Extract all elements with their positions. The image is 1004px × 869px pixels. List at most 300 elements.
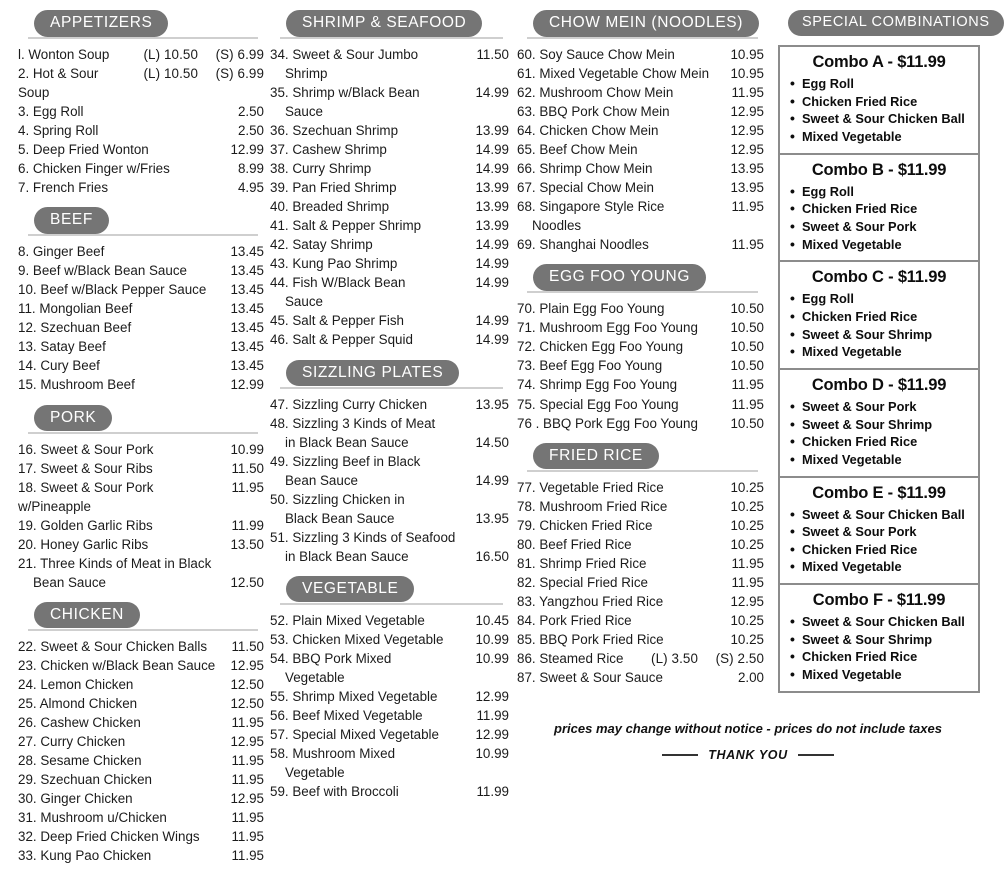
menu-item-name xyxy=(18,45,126,64)
menu-item-price xyxy=(475,159,509,178)
menu-item xyxy=(18,770,264,789)
section-header-pork xyxy=(18,405,264,435)
menu-item-label: 59. Beef with Broccoli xyxy=(270,784,399,800)
menu-item xyxy=(517,535,764,554)
menu-item-price xyxy=(475,687,509,706)
menu-item-price xyxy=(738,668,764,687)
menu-item-price xyxy=(231,770,264,789)
section-title-beef: BEEF xyxy=(34,207,109,234)
menu-item-price xyxy=(231,751,264,770)
section-title-vegetable: VEGETABLE xyxy=(286,576,414,603)
combo-item: • Sweet & Sour Pork xyxy=(788,523,970,541)
menu-item-price xyxy=(730,178,764,197)
price-value: 12.95 xyxy=(730,593,764,609)
menu-item-price xyxy=(475,254,509,273)
menu-item-label: 24. Lemon Chicken xyxy=(18,676,134,692)
menu-item xyxy=(270,782,509,801)
menu-item-price xyxy=(238,121,264,140)
menu-item-label: 36. Szechuan Shrimp xyxy=(270,123,399,139)
menu-item xyxy=(270,273,509,311)
section-items-appetizers xyxy=(18,45,264,197)
menu-item-label: 32. Deep Fried Chicken Wings xyxy=(18,829,200,845)
menu-item-label: 76 . BBQ Pork Egg Foo Young xyxy=(517,415,698,431)
combo-item: • Sweet & Sour Chicken Ball xyxy=(788,110,970,128)
menu-item-label-continued: Sauce xyxy=(285,104,323,120)
menu-item-name xyxy=(18,440,224,459)
menu-item-label: 2. Hot & Sour Soup xyxy=(18,66,99,101)
menu-item xyxy=(18,356,264,375)
price-value: 12.99 xyxy=(475,688,509,704)
menu-item-name xyxy=(270,452,469,490)
menu-item xyxy=(517,497,764,516)
price-value: 11.50 xyxy=(231,460,264,476)
menu-item-price xyxy=(730,414,764,433)
menu-item-price xyxy=(230,535,264,554)
menu-item-label: 78. Mushroom Fried Rice xyxy=(517,498,668,514)
price-value: 10.50 xyxy=(730,301,764,317)
price-value: 13.45 xyxy=(230,358,264,374)
thank-you-text: THANK YOU xyxy=(708,748,788,762)
menu-item-price xyxy=(475,273,509,292)
menu-item xyxy=(270,725,509,744)
price-value: 16.50 xyxy=(475,548,509,564)
menu-item-label-continued: Bean Sauce xyxy=(33,574,106,590)
menu-item-price xyxy=(730,337,764,356)
menu-section-beef xyxy=(18,207,264,394)
menu-item xyxy=(18,808,264,827)
menu-item-label: 43. Kung Pao Shrimp xyxy=(270,256,398,272)
menu-item-name xyxy=(517,337,724,356)
menu-item-price xyxy=(730,611,764,630)
menu-item-label: 48. Sizzling 3 Kinds of Meat xyxy=(270,415,436,431)
rule-left-decoration xyxy=(662,754,698,756)
price-value: 10.95 xyxy=(730,47,764,62)
price-value: 10.99 xyxy=(475,746,509,761)
menu-item-name xyxy=(18,713,225,732)
menu-item xyxy=(270,216,509,235)
menu-item xyxy=(270,744,509,782)
section-underline xyxy=(28,629,258,631)
menu-item-label: 39. Pan Fried Shrimp xyxy=(270,180,397,196)
combo-item: • Sweet & Sour Pork xyxy=(788,218,970,236)
menu-item-price xyxy=(730,121,764,140)
menu-item xyxy=(270,159,509,178)
price-value: 11.50 xyxy=(476,47,509,62)
menu-item xyxy=(517,649,764,668)
price-value: 11.95 xyxy=(231,829,264,845)
menu-item-price xyxy=(230,656,264,675)
section-items-beef xyxy=(18,242,264,394)
menu-item xyxy=(517,414,764,433)
menu-item-name xyxy=(270,159,469,178)
menu-item-price xyxy=(475,509,509,528)
menu-item-price xyxy=(730,478,764,497)
menu-item-label: 27. Curry Chicken xyxy=(18,733,126,749)
menu-item-label: 85. BBQ Pork Fried Rice xyxy=(517,631,664,647)
menu-item xyxy=(270,197,509,216)
menu-item xyxy=(517,235,764,254)
price-value: 14.99 xyxy=(475,237,509,253)
section-underline xyxy=(28,37,258,39)
menu-item xyxy=(18,846,264,865)
menu-item xyxy=(18,121,264,140)
menu-item-name xyxy=(18,675,224,694)
combo-items xyxy=(788,613,970,684)
combo-card xyxy=(780,47,978,155)
menu-item-label-continued: Sauce xyxy=(285,294,323,310)
price-value: 13.95 xyxy=(475,510,509,526)
menu-item xyxy=(517,159,764,178)
combo-item: • Sweet & Sour Shrimp xyxy=(788,416,970,434)
menu-item xyxy=(18,280,264,299)
menu-item xyxy=(270,45,509,83)
menu-item-label: 69. Shanghai Noodles xyxy=(517,237,649,253)
price-value: 11.95 xyxy=(231,771,264,787)
menu-item-name xyxy=(270,121,469,140)
combo-items xyxy=(788,183,970,254)
section-items-chicken xyxy=(18,637,264,865)
menu-item-name xyxy=(517,573,725,592)
price-value: 2.50 xyxy=(237,123,264,139)
menu-item-label: 79. Chicken Fried Rice xyxy=(517,517,653,533)
menu-item xyxy=(517,668,764,687)
section-title-egg-foo-young: EGG FOO YOUNG xyxy=(533,264,706,291)
menu-item xyxy=(517,197,764,235)
price-value: 10.25 xyxy=(730,612,764,628)
menu-section-egg-foo-young xyxy=(517,264,764,432)
price-value: 14.99 xyxy=(475,161,509,177)
section-title-shrimp-seafood: SHRIMP & SEAFOOD xyxy=(286,10,482,37)
menu-item-name xyxy=(270,744,469,782)
price-value: 11.95 xyxy=(731,199,764,215)
price-value: 12.95 xyxy=(730,123,764,139)
menu-item-label: 74. Shrimp Egg Foo Young xyxy=(517,377,678,393)
menu-item-name xyxy=(270,706,470,725)
combo-item: • Sweet & Sour Pork xyxy=(788,398,970,416)
price-value: 10.25 xyxy=(730,631,764,647)
price-value: 11.50 xyxy=(231,638,264,654)
menu-item-label: 30. Ginger Chicken xyxy=(18,791,133,806)
price-value: 12.50 xyxy=(230,695,264,711)
menu-item xyxy=(517,592,764,611)
menu-item-label: 56. Beef Mixed Vegetable xyxy=(270,707,423,723)
section-underline xyxy=(280,603,503,605)
menu-item-label: 14. Cury Beef xyxy=(18,358,100,374)
menu-item-name xyxy=(18,535,224,554)
section-items-egg-foo-young xyxy=(517,299,764,432)
section-title-fried-rice: FRIED RICE xyxy=(533,443,659,470)
menu-item-price xyxy=(632,649,764,668)
menu-item-name xyxy=(270,235,469,254)
price-value: 13.99 xyxy=(475,199,509,215)
price-value: 12.99 xyxy=(230,142,264,158)
price-value: 13.50 xyxy=(230,536,264,552)
section-header-chicken xyxy=(18,602,264,632)
menu-item-name xyxy=(18,375,224,394)
price-value: 14.99 xyxy=(475,275,509,291)
combo-item: • Mixed Vegetable xyxy=(788,558,970,576)
menu-item xyxy=(18,516,264,535)
menu-item xyxy=(18,64,264,102)
menu-item-name xyxy=(18,140,224,159)
price-value: 10.95 xyxy=(730,66,764,82)
price-value: 11.95 xyxy=(731,85,764,101)
menu-item-name xyxy=(270,273,469,311)
menu-item-label-continued: Vegetable xyxy=(285,765,345,781)
menu-section-sizzling-plates xyxy=(270,360,509,566)
menu-section-chow-mein xyxy=(517,10,764,254)
menu-item-name xyxy=(18,846,225,865)
menu-item-price xyxy=(231,827,264,846)
menu-item-price xyxy=(730,356,764,375)
menu-item-name xyxy=(517,197,725,235)
menu-column-3 xyxy=(509,10,764,691)
menu-item-price xyxy=(230,140,264,159)
menu-item-label: 65. Beef Chow Mein xyxy=(517,142,638,158)
menu-item-name xyxy=(517,668,732,687)
menu-item-price xyxy=(731,197,764,216)
menu-item-label: 8. Ginger Beef xyxy=(18,244,105,260)
menu-item-price xyxy=(230,299,264,318)
menu-item-name xyxy=(517,395,725,414)
price-value: 4.95 xyxy=(237,180,264,196)
menu-item-name xyxy=(517,630,724,649)
price-large: (L) 10.50 xyxy=(143,66,198,82)
menu-item xyxy=(270,706,509,725)
price-value: 11.99 xyxy=(476,784,509,800)
price-value: 12.50 xyxy=(230,676,264,692)
menu-item-price xyxy=(230,375,264,394)
menu-item-price xyxy=(230,318,264,337)
menu-item-label: 17. Sweet & Sour Ribs xyxy=(18,460,153,476)
menu-item-label: 37. Cashew Shrimp xyxy=(270,142,387,158)
section-items-fried-rice xyxy=(517,478,764,687)
menu-item-name xyxy=(517,375,725,394)
menu-item-name xyxy=(18,159,232,178)
menu-item-label-continued: Vegetable xyxy=(285,669,345,685)
price-value: 13.99 xyxy=(475,218,509,234)
menu-item-name xyxy=(517,497,724,516)
price-value: 12.95 xyxy=(730,142,764,158)
price-value: 13.99 xyxy=(475,123,509,139)
menu-item-name xyxy=(18,356,224,375)
menu-item-price xyxy=(475,178,509,197)
menu-item xyxy=(18,656,264,675)
menu-item-label: 29. Szechuan Chicken xyxy=(18,771,152,787)
section-items-pork xyxy=(18,440,264,592)
price-value: 10.25 xyxy=(730,498,764,514)
menu-item-price xyxy=(238,159,264,178)
menu-item-name xyxy=(270,197,469,216)
menu-item-label: 77. Vegetable Fried Rice xyxy=(517,479,664,495)
section-title-pork: PORK xyxy=(34,405,112,432)
combo-item: • Mixed Vegetable xyxy=(788,236,970,254)
combo-title: Combo F - $11.99 xyxy=(812,591,946,610)
price-value: 10.50 xyxy=(730,358,764,374)
menu-item-label: 28. Sesame Chicken xyxy=(18,752,142,768)
menu-item xyxy=(270,178,509,197)
menu-item-name xyxy=(517,140,724,159)
menu-item xyxy=(18,713,264,732)
menu-item-price xyxy=(730,318,764,337)
combo-card xyxy=(780,370,978,478)
menu-item xyxy=(18,637,264,656)
menu-item-price xyxy=(231,846,264,865)
combo-item: • Mixed Vegetable xyxy=(788,451,970,469)
menu-item-price xyxy=(230,280,264,299)
menu-item-label: 84. Pork Fried Rice xyxy=(517,612,632,628)
price-value: 11.95 xyxy=(731,237,764,253)
menu-item-name xyxy=(517,356,724,375)
menu-item xyxy=(270,330,509,349)
menu-item xyxy=(270,611,509,630)
price-value: 13.45 xyxy=(230,301,264,317)
menu-item-label: 57. Special Mixed Vegetable xyxy=(270,726,439,742)
menu-item-label: 10. Beef w/Black Pepper Sauce xyxy=(18,282,207,298)
combo-card xyxy=(780,262,978,370)
menu-item-label: 5. Deep Fried Wonton xyxy=(18,142,149,158)
price-value: 11.95 xyxy=(231,714,264,730)
menu-item xyxy=(270,235,509,254)
menu-item xyxy=(270,395,509,414)
menu-item xyxy=(270,649,509,687)
section-underline xyxy=(280,37,503,39)
menu-item-name xyxy=(270,178,469,197)
section-underline xyxy=(28,234,258,236)
section-header-chow-mein xyxy=(517,10,764,40)
menu-item-price xyxy=(730,592,764,611)
section-header-beef xyxy=(18,207,264,237)
menu-item-name xyxy=(270,630,469,649)
section-title-sizzling-plates: SIZZLING PLATES xyxy=(286,360,459,387)
menu-item-price xyxy=(730,516,764,535)
price-value: 11.99 xyxy=(476,707,509,723)
menu-item-name xyxy=(517,159,724,178)
section-title-chicken: CHICKEN xyxy=(34,602,140,629)
menu-item-price xyxy=(731,83,764,102)
combo-title: Combo A - $11.99 xyxy=(812,53,946,71)
section-header-fried-rice xyxy=(517,443,764,473)
menu-item-price xyxy=(475,395,509,414)
menu-item-label: 73. Beef Egg Foo Young xyxy=(517,358,663,374)
menu-item xyxy=(517,121,764,140)
menu-item-label: 80. Beef Fried Rice xyxy=(517,536,632,552)
price-value: 10.99 xyxy=(475,631,509,647)
menu-item xyxy=(270,121,509,140)
price-value: 10.50 xyxy=(730,339,764,355)
menu-item-price xyxy=(475,216,509,235)
combo-item: • Chicken Fried Rice xyxy=(788,200,970,218)
price-value: 11.95 xyxy=(231,752,264,768)
menu-item-price xyxy=(475,83,509,102)
menu-item-name xyxy=(270,216,469,235)
menu-item-name xyxy=(18,280,224,299)
menu-item-label: l. Wonton Soup xyxy=(18,47,110,62)
menu-item-name xyxy=(270,414,469,452)
menu-item-label: 13. Satay Beef xyxy=(18,339,106,355)
combo-items xyxy=(788,398,970,469)
menu-item-name xyxy=(18,261,224,280)
menu-item-label: 72. Chicken Egg Foo Young xyxy=(517,339,684,355)
menu-column-2 xyxy=(264,10,509,805)
combo-item: • Chicken Fried Rice xyxy=(788,93,970,111)
combo-card xyxy=(780,585,978,691)
menu-item-label-continued: in Black Bean Sauce xyxy=(285,434,409,450)
menu-item-label-continued: Bean Sauce xyxy=(285,472,358,488)
menu-item xyxy=(18,159,264,178)
menu-item-label: 20. Honey Garlic Ribs xyxy=(18,536,149,552)
menu-item-label: 64. Chicken Chow Mein xyxy=(517,123,659,139)
menu-item xyxy=(18,261,264,280)
price-value: 12.95 xyxy=(730,104,764,120)
menu-item-price xyxy=(475,547,509,566)
section-items-vegetable xyxy=(270,611,509,801)
menu-item-price xyxy=(730,535,764,554)
section-header-shrimp-seafood xyxy=(270,10,509,40)
menu-item-name xyxy=(18,789,224,808)
menu-item xyxy=(18,478,264,516)
section-header-egg-foo-young xyxy=(517,264,764,294)
price-disclaimer: prices may change without notice - prices do not include taxes xyxy=(554,721,942,736)
menu-item-price xyxy=(731,235,764,254)
menu-item-name xyxy=(18,770,225,789)
menu-item xyxy=(18,827,264,846)
menu-item-price xyxy=(730,299,764,318)
combo-item: • Mixed Vegetable xyxy=(788,343,970,361)
menu-item xyxy=(18,694,264,713)
menu-item-name xyxy=(517,64,724,83)
menu-item-name xyxy=(18,827,225,846)
menu-item xyxy=(270,311,509,330)
menu-item xyxy=(517,375,764,394)
price-value: 11.99 xyxy=(231,517,264,533)
menu-item-name xyxy=(517,611,724,630)
price-value: 12.50 xyxy=(230,574,264,590)
price-large: (L) 10.50 xyxy=(143,47,198,62)
combo-title: Combo E - $11.99 xyxy=(812,483,946,502)
menu-item-name xyxy=(517,45,724,64)
menu-item xyxy=(270,490,509,528)
menu-item xyxy=(18,459,264,478)
menu-item-price xyxy=(475,121,509,140)
price-value: 13.95 xyxy=(475,396,509,412)
menu-item-label: 45. Salt & Pepper Fish xyxy=(270,313,404,329)
menu-item xyxy=(270,528,509,566)
price-value: 10.25 xyxy=(730,536,764,552)
menu-item-name xyxy=(517,299,724,318)
menu-item-price xyxy=(230,337,264,356)
menu-item xyxy=(517,83,764,102)
menu-item xyxy=(517,45,764,64)
menu-item-label: 66. Shrimp Chow Mein xyxy=(517,161,653,177)
menu-item xyxy=(270,83,509,121)
combo-items xyxy=(788,75,970,146)
menu-item xyxy=(517,630,764,649)
price-value: 14.99 xyxy=(475,256,509,272)
menu-item-name xyxy=(270,330,469,349)
menu-item xyxy=(18,178,264,197)
combo-item: • Chicken Fried Rice xyxy=(788,433,970,451)
price-value: 12.95 xyxy=(230,791,264,806)
menu-footer xyxy=(510,721,986,762)
menu-item-label: 52. Plain Mixed Vegetable xyxy=(270,612,425,628)
menu-item xyxy=(18,554,264,592)
menu-item-price xyxy=(731,573,764,592)
section-title-chow-mein: CHOW MEIN (NOODLES) xyxy=(533,10,759,37)
menu-item xyxy=(18,102,264,121)
menu-item-price xyxy=(730,102,764,121)
menu-item-label: 6. Chicken Finger w/Fries xyxy=(18,161,170,177)
